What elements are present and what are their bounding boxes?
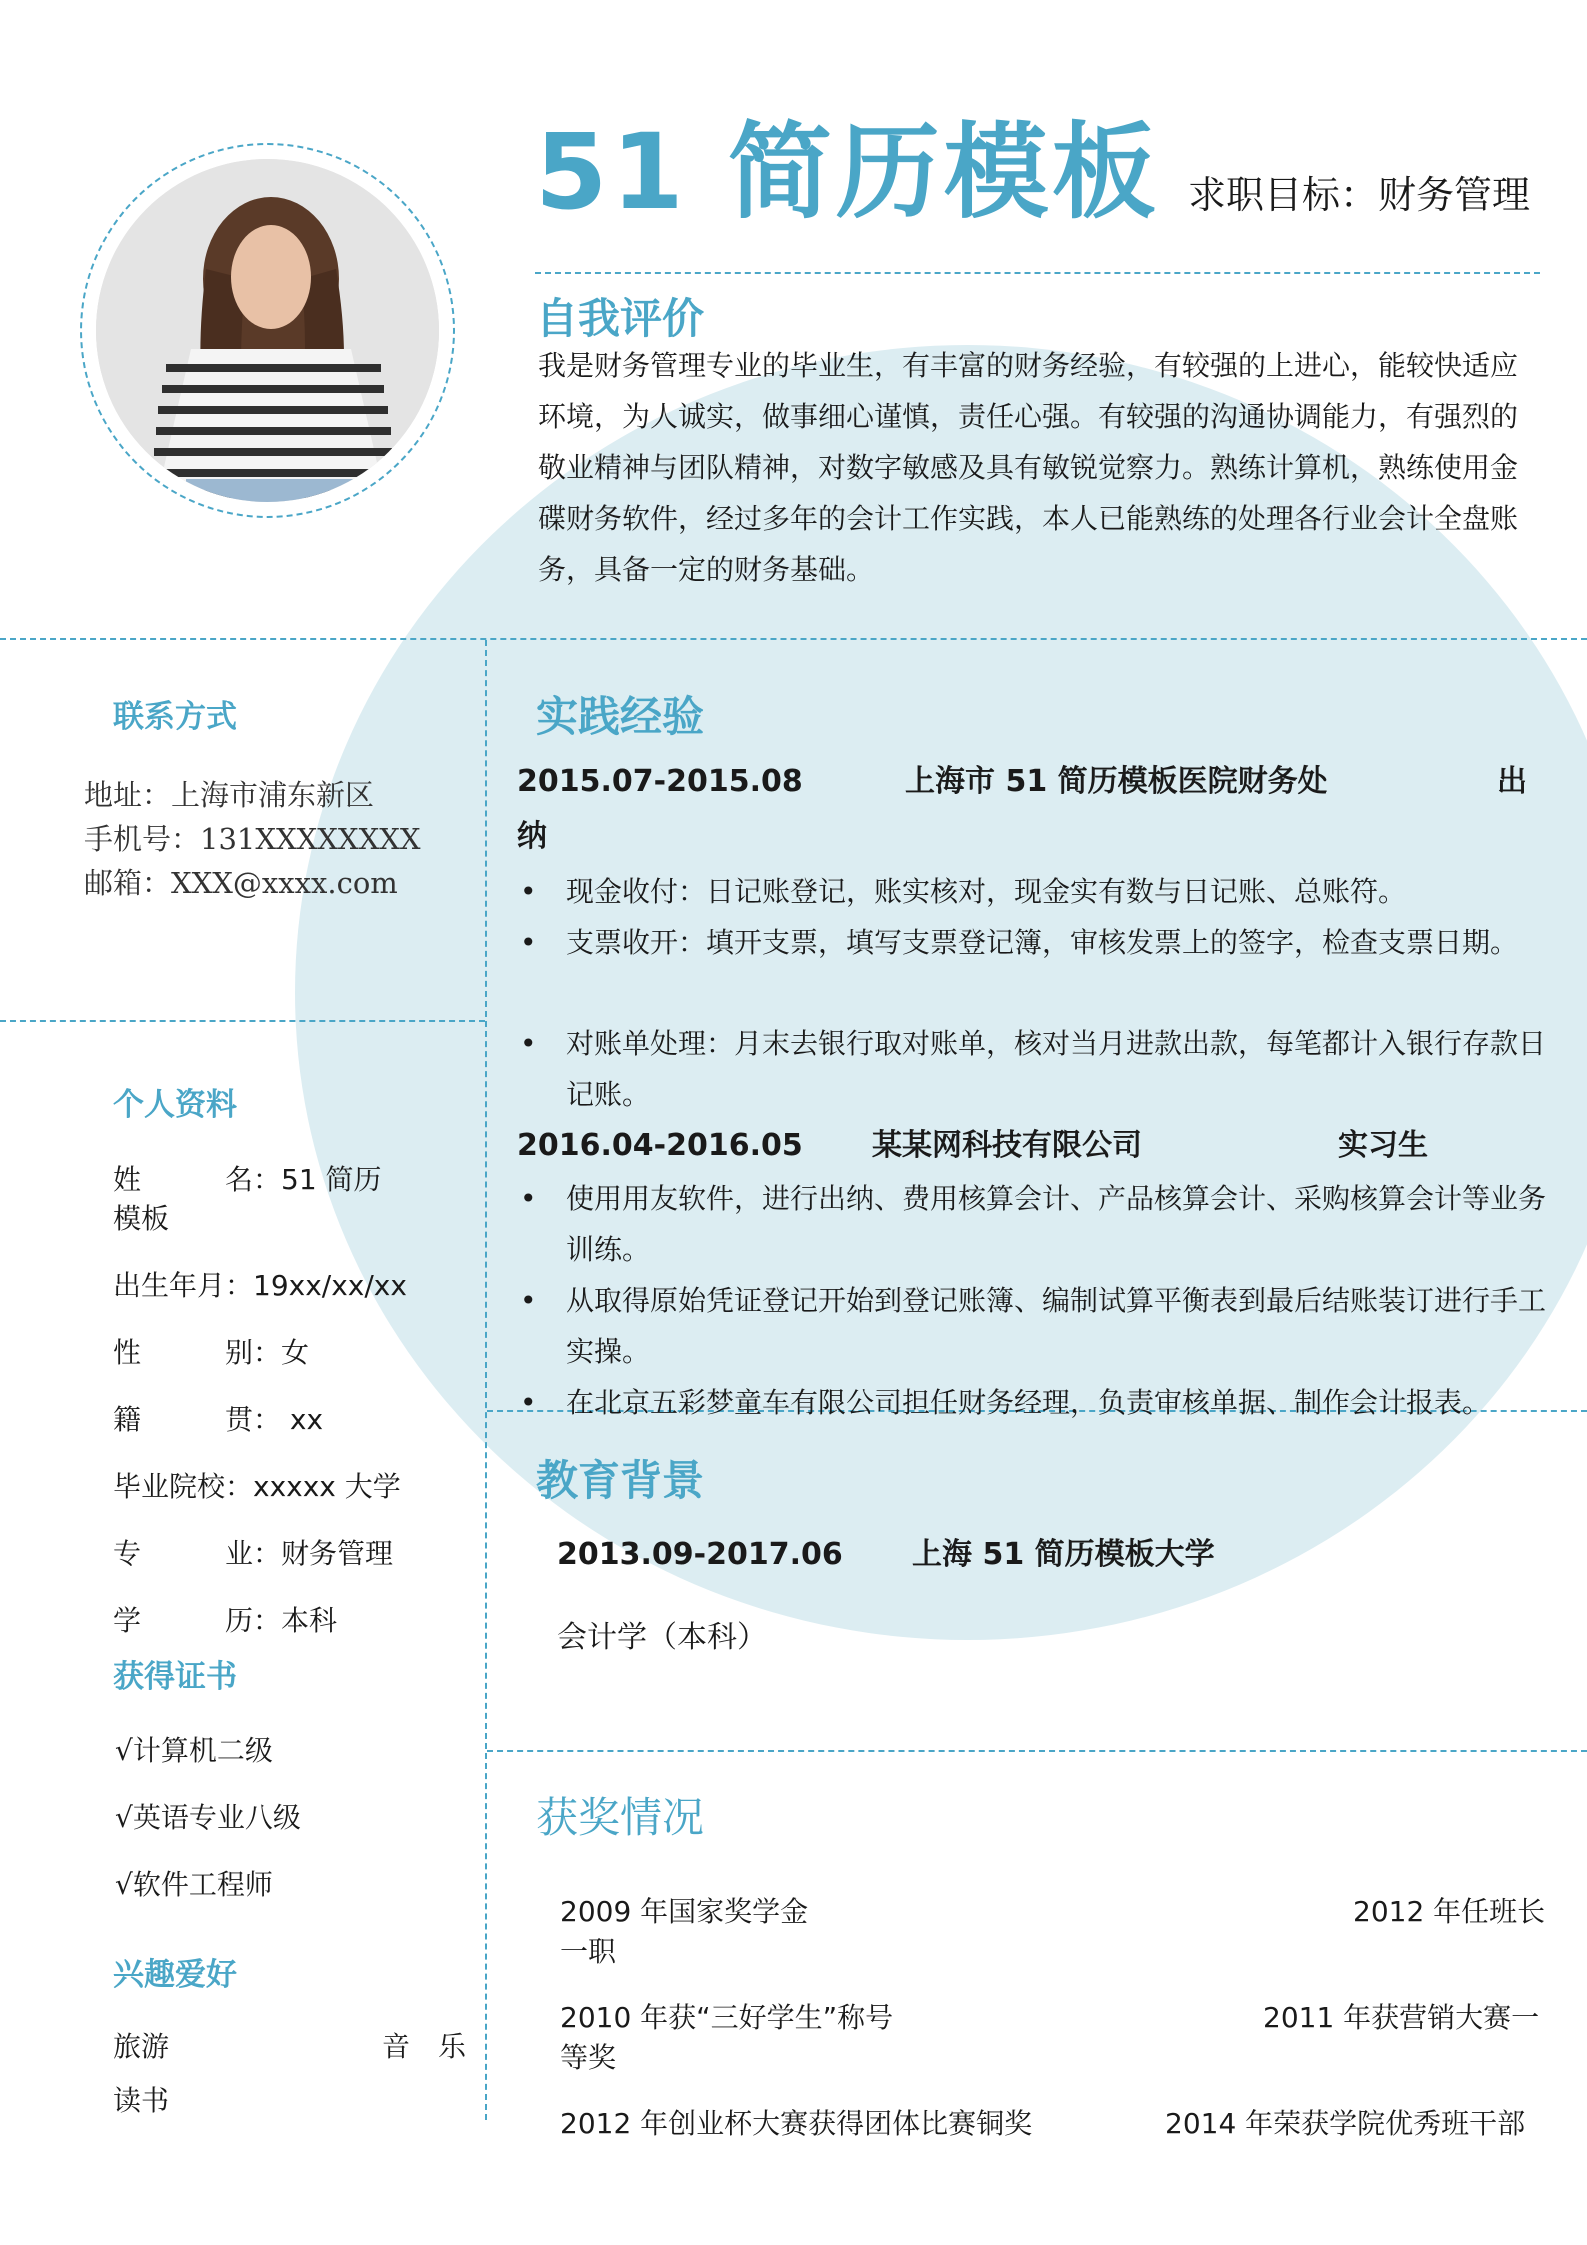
cert-item: √英语专业八级	[115, 1801, 301, 1834]
job-company: 某某网科技有限公司	[872, 1128, 1142, 1163]
award-item: 2010 年获“三好学生”称号	[560, 2001, 894, 2034]
self-eval-text: 我是财务管理专业的毕业生，有丰富的财务经验，有较强的上进心，能较快适应环境，为人诚实，做事细心谨慎，责任心强。有较强的沟通协调能力，有强烈的敬业精神与团队精神，对数字敏感及具有敏锐觉察力。熟练计算机，熟练使用金碟财务软件，经过多年的会计工作实践，本人已能熟练的处理各行业会计全盘账务，具备一定的财务基础。	[538, 349, 1519, 586]
sidebar-divider	[0, 1020, 485, 1022]
education-major: 会计学（本科）	[557, 1620, 767, 1655]
bullet-icon: •	[520, 1386, 537, 1419]
experience-title: 实践经验	[536, 692, 705, 741]
contact-email: 邮箱：XXX@xxxx.com	[84, 866, 398, 900]
award-item: 2012 年创业杯大赛获得团体比赛铜奖	[560, 2107, 1033, 2140]
job-date: 2015.07-2015.08	[517, 764, 803, 799]
hobby-music: 音 乐	[382, 2030, 467, 2063]
hobby-travel: 旅游	[113, 2030, 170, 2063]
contact-address: 地址：上海市浦东新区	[84, 778, 375, 812]
education-divider	[487, 1750, 1587, 1752]
cert-item: √计算机二级	[115, 1734, 273, 1767]
personal-title: 个人资料	[113, 1087, 237, 1123]
contact-title: 联系方式	[113, 699, 237, 735]
resume-title: 51 简历模板	[535, 111, 1160, 233]
job-company: 上海市 51 简历模板医院财务处	[905, 764, 1328, 799]
award-item: 2012 年任班长	[1353, 1895, 1546, 1928]
top-section-divider	[0, 638, 1587, 640]
header-divider	[535, 272, 1540, 274]
cert-item: √软件工程师	[115, 1868, 273, 1901]
bullet-icon: •	[520, 1182, 537, 1215]
personal-school: 毕业院校：xxxxx 大学	[113, 1470, 401, 1503]
job-objective: 求职目标：财务管理	[1188, 173, 1531, 217]
certs-title: 获得证书	[113, 1659, 237, 1695]
award-item: 2011 年获营销大赛一	[1263, 2001, 1540, 2034]
personal-name	[113, 1160, 382, 1200]
bullet-icon: •	[520, 875, 537, 908]
personal-name-cont: 模板	[113, 1202, 170, 1235]
education-date: 2013.09-2017.06	[557, 1537, 843, 1572]
job-role-cont: 纳	[517, 819, 547, 854]
personal-origin: 籍 贯： xx	[113, 1403, 324, 1436]
bullet-icon: •	[520, 1027, 537, 1060]
personal-degree: 学 历：本科	[113, 1604, 338, 1637]
award-item: 2009 年国家奖学金	[560, 1895, 809, 1928]
contact-phone: 手机号：131XXXXXXXX	[84, 822, 421, 856]
award-item: 2014 年荣获学院优秀班干部	[1165, 2107, 1526, 2140]
education-school: 上海 51 简历模板大学	[912, 1537, 1215, 1572]
self-eval-title: 自我评价	[536, 294, 705, 343]
job-role: 出	[1497, 764, 1527, 799]
personal-name-value: 51 简历	[281, 1163, 382, 1196]
award-item-cont: 等奖	[560, 2041, 617, 2074]
hobbies-title: 兴趣爱好	[113, 1957, 237, 1993]
column-divider	[485, 640, 487, 2120]
awards-title: 获奖情况	[536, 1793, 705, 1842]
hobby-reading: 读书	[113, 2084, 170, 2117]
bullet-icon: •	[520, 1284, 537, 1317]
education-title: 教育背景	[536, 1456, 705, 1505]
personal-birth: 出生年月：19xx/xx/xx	[113, 1269, 407, 1302]
personal-name-label: 姓 名：	[113, 1163, 282, 1196]
job-role: 实习生	[1338, 1128, 1428, 1163]
person-illustration-icon	[96, 159, 439, 502]
personal-major: 专 业：财务管理	[113, 1537, 394, 1570]
job-date: 2016.04-2016.05	[517, 1128, 803, 1163]
profile-photo	[96, 159, 439, 502]
bullet-icon: •	[520, 926, 537, 959]
award-item-cont: 一职	[560, 1935, 617, 1968]
personal-gender: 性 别：女	[113, 1336, 310, 1369]
